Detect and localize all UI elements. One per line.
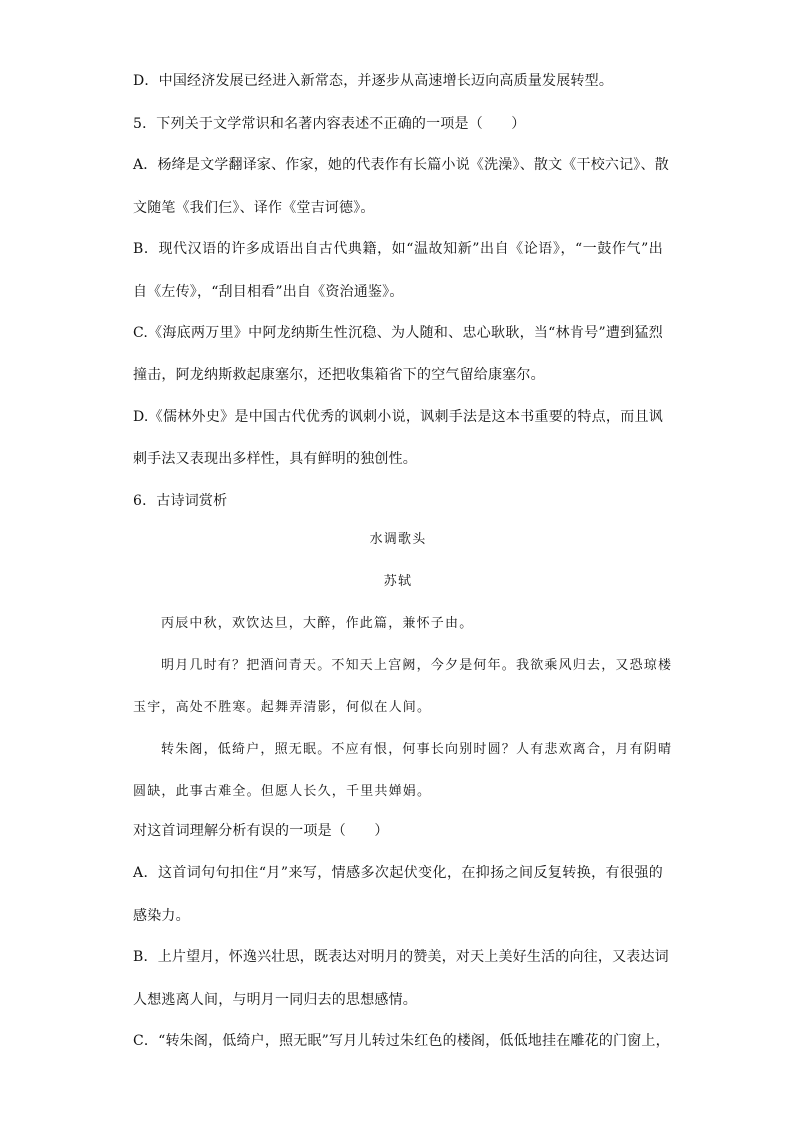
option-a-q5-line1: A．杨绛是文学翻译家、作家，她的代表作有长篇小说《洗澡》、散文《干校六记》、散 (133, 157, 669, 173)
option-b-q6-line1: B．上片望月，怀逸兴壮思，既表达对明月的赞美，对天上美好生活的向往，又表达词 (133, 949, 669, 965)
option-d-q5-line2: 刺手法又表现出多样性，具有鲜明的独创性。 (133, 451, 417, 467)
poem-verse2-line1: 转朱阁，低绮户，照无眠。不应有恨，何事长向别时圆？人有悲欢离合，月有阴晴 (161, 742, 673, 757)
poem-author: 苏轼 (383, 574, 413, 589)
option-d-q5-line1: D.《儒林外史》是中国古代优秀的讽刺小说，讽刺手法是这本书重要的特点，而且讽 (133, 409, 663, 425)
question-6-prompt: 对这首词理解分析有误的一项是（ ） (133, 823, 389, 839)
poem-verse1-line1: 明月几时有？把酒问青天。不知天上宫阙，今夕是何年。我欲乘风归去，又恐琼楼 (161, 658, 673, 673)
option-c-q5-line2: 撞击，阿龙纳斯救起康塞尔，还把收集箱省下的空气留给康塞尔。 (133, 367, 545, 383)
option-d-q4: D．中国经济发展已经进入新常态，并逐步从高速增长迈向高质量发展转型。 (133, 73, 614, 89)
question-5: 5．下列关于文学常识和名著内容表述不正确的一项是（ ） (133, 116, 526, 132)
option-a-q6-line1: A．这首词句句扣住“月”来写，情感多次起伏变化，在抑扬之间反复转换，有很强的 (133, 865, 663, 881)
option-a-q5-line2: 文随笔《我们仨》、译作《堂吉诃德》。 (133, 200, 375, 216)
poem-title: 水调歌头 (369, 532, 427, 547)
poem-preface: 丙辰中秋，欢饮达旦，大醉，作此篇，兼怀子由。 (161, 616, 474, 631)
poem-verse1-line2: 玉宇，高处不胜寒。起舞弄清影，何似在人间。 (133, 700, 432, 715)
option-c-q5-line1: C.《海底两万里》中阿龙纳斯生性沉稳、为人随和、忠心耿耿，当“林肯号”遭到猛烈 (133, 325, 663, 341)
question-6: 6．古诗词赏析 (133, 493, 228, 509)
option-a-q6-line2: 感染力。 (133, 908, 190, 924)
option-b-q6-line2: 人想逃离人间，与明月一同归去的思想感情。 (133, 992, 417, 1008)
option-b-q5-line1: B．现代汉语的许多成语出自古代典籍，如“温故知新”出自《论语》，“一鼓作气”出 (133, 241, 663, 257)
option-b-q5-line2: 自《左传》，“刮目相看”出自《资治通鉴》。 (133, 284, 404, 300)
option-c-q6-line1: C．“转朱阁，低绮户，照无眠”写月儿转过朱红色的楼阁，低低地挂在雕花的门窗上， (133, 1033, 670, 1049)
poem-verse2-line2: 圆缺，此事古难全。但愿人长久，千里共婵娟。 (133, 784, 432, 799)
